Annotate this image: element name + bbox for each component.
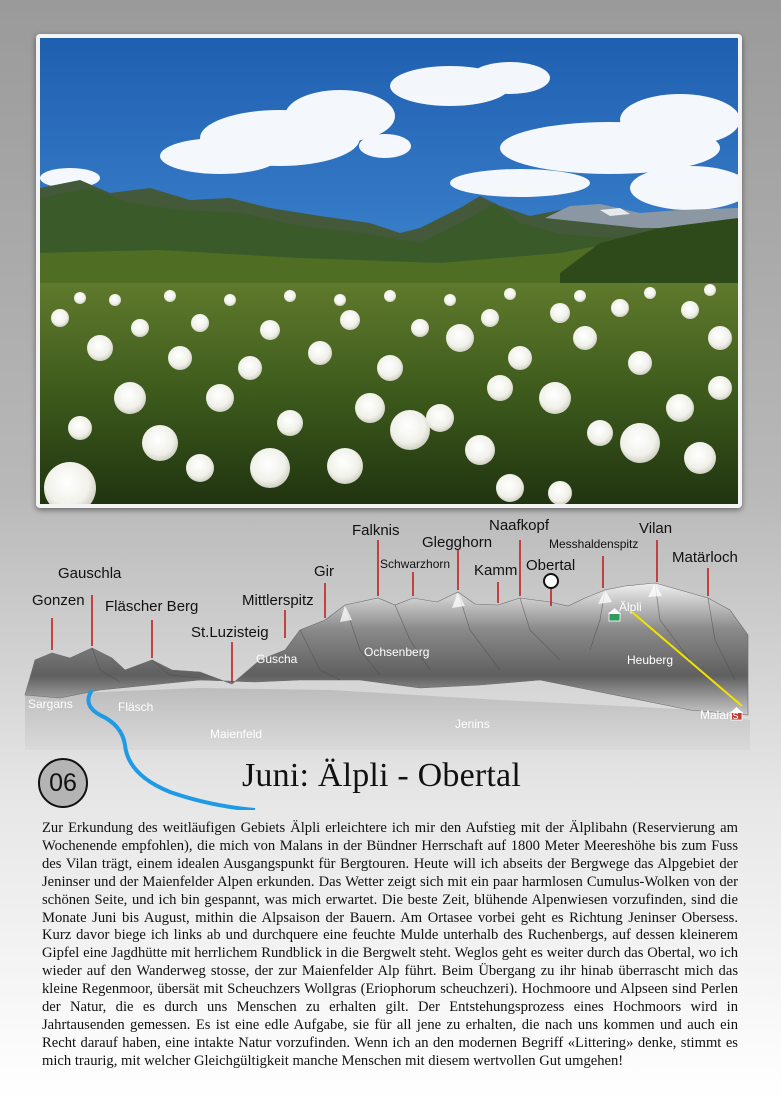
- place-label-aelpli: Älpli: [619, 600, 642, 614]
- peak-label-schwarzhorn: Schwarzhorn: [380, 557, 451, 571]
- peak-label-falknis: Falknis: [352, 522, 400, 539]
- place-label-jenins: Jenins: [455, 717, 490, 731]
- peak-label-gir: Gir: [314, 563, 334, 580]
- peak-label-obertal: Obertal: [526, 557, 576, 574]
- place-label-heuberg: Heuberg: [627, 653, 674, 667]
- place-label-maienfeld: Maienfeld: [210, 727, 263, 741]
- peak-label-flaescher-berg: Fläscher Berg: [105, 598, 199, 615]
- peak-label-gauschla: Gauschla: [58, 565, 122, 582]
- chapter-number-badge: 06: [38, 758, 88, 808]
- peak-label-mittlerspitz: Mittlerspitz: [242, 592, 314, 609]
- cotton-grass-meadow-photo: [40, 38, 738, 504]
- peak-label-naafkopf: Naafkopf: [489, 517, 550, 534]
- place-label-ochsenberg: Ochsenberg: [364, 645, 430, 659]
- peak-label-gonzen: Gonzen: [32, 592, 85, 609]
- peak-label-glegghorn: Glegghorn: [422, 534, 493, 551]
- peak-label-maetarloch: Matärloch: [672, 549, 738, 566]
- place-label-guscha: Guscha: [256, 652, 298, 666]
- place-label-malans: Malans: [700, 708, 739, 722]
- place-label-flaesch: Fläsch: [118, 700, 154, 714]
- body-paragraph: Zur Erkundung des weitläufigen Gebiets Älpli erleichtere ich mir den Aufstieg mit der Älplibahn (Reservierung am Wochenende empfohlen), die mich von Malans in der Bündner Herrschaft auf 1800 Meter Meereshöhe bis zum Fuss des Vilan trägt, einem idealen Ausgangspunkt für Bergtouren. Heute will ich abseits der Bergwege das Alpgebiet der Jeninser und der Maienfelder Alpen erkunden. Das Wetter zeigt sich mit ein paar harmlosen Cumulus-Wolken von der schönen Seite, und ich bin gespannt, was mich erwartet. Die beste Zeit, blühende Alpenwiesen vorzufinden, sind die Monate Juni bis August, mithin die Alpsaison der Bauern. Am Ortasee vorbei geht es Richtung Jeninser Obersess. Kurz davor biege ich links ab und durchquere eine feuchte Mulde unterhalb des Ruchenbergs, auf dessen kleinerem Gipfel eine Jagdhütte mit herrlichem Rundblick in die Bergwelt steht. Weglos geht es weiter durch das Obertal, wo ich wieder auf den Wanderweg stosse, der zur Maienfelder Alp führt. Beim Übergang zu ihr hinab überrascht mich das kleine Regenmoor, übersät mit Scheuchzers Wollgras (Eriophorum scheuchzeri). Hochmoore und Alpseen sind Perlen der Natur, die es durch uns Menschen zu erhalten gilt. Der Entstehungsprozess eines Hochmoors wird in Jahrtausenden gemessen. Es ist eine edle Aufgabe, sie für all jene zu erhalten, die nach uns kommen und auch ein Recht darauf haben, eine intakte Natur vorzufinden. Wenn ich an den modernen Begriff «Littering» denke, stimmt es mich traurig, mit welcher Gleichgültigkeit manche Menschen mit diesem wertvollen Gut umgehen!: [42, 820, 738, 1069]
- obertal-marker-icon: [544, 574, 558, 588]
- page-title: Juni: Älpli - Obertal: [242, 757, 521, 794]
- photo-frame: [36, 34, 742, 508]
- peak-label-vilan: Vilan: [639, 520, 673, 537]
- peak-label-st-luzisteig: St.Luzisteig: [191, 624, 269, 641]
- peak-label-kamm: Kamm: [474, 562, 518, 579]
- place-label-sargans: Sargans: [28, 697, 73, 711]
- peak-label-messhaldenspitz: Messhaldenspitz: [549, 537, 639, 551]
